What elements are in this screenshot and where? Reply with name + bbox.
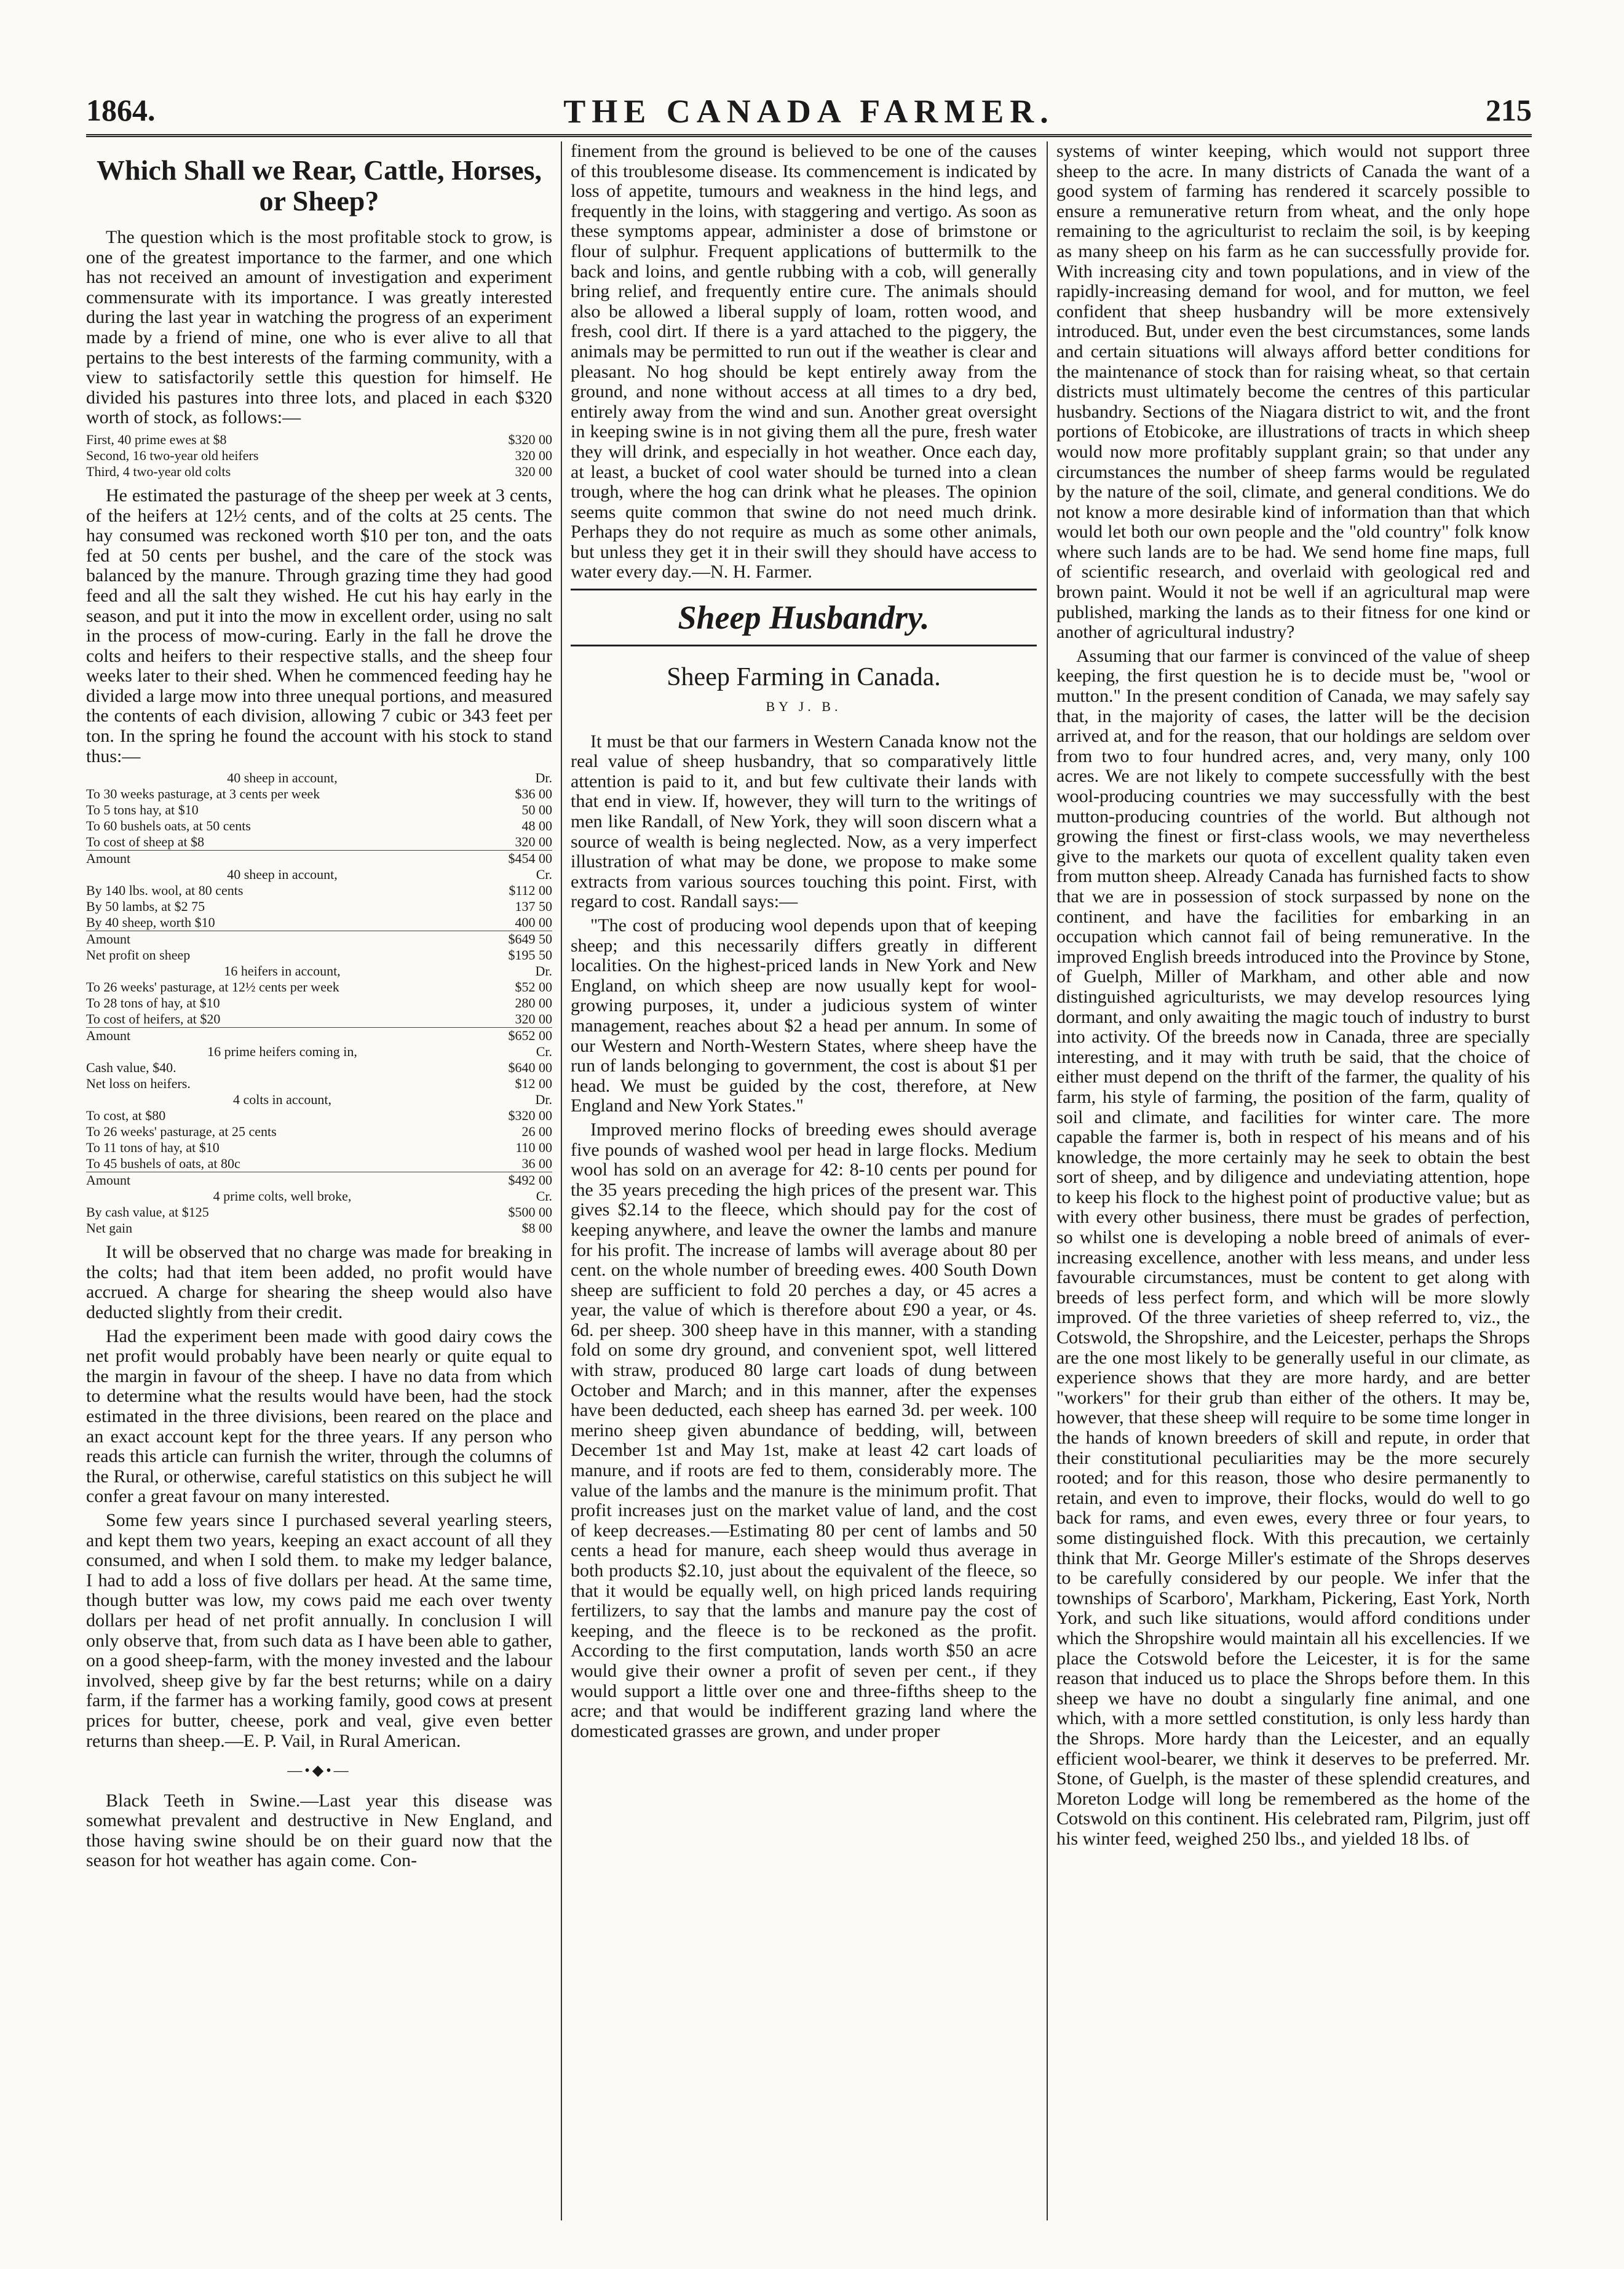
- column-rule: [561, 141, 562, 2220]
- table-row: [86, 995, 552, 1011]
- table-row: [86, 931, 552, 948]
- table-row: [86, 1060, 552, 1076]
- masthead-rule: [86, 134, 1532, 137]
- masthead: [86, 92, 1532, 129]
- table-row: [86, 1044, 552, 1060]
- table-cell: Net gain: [86, 1220, 133, 1236]
- paragraph: It must be that our farmers in Western Canada know not the real value of sheep husbandry, that so comparatively little attention is paid to it, and but few cultivate their lands with that end in view. If, however, they will turn to the writings of men like Randall, of New York, they will soon discern what a source of wealth is being neglected. Now, as a very imperfect illustration of what may be done, we propose to make some extracts from various sources touching this point. First, with regard to cost. Randall says:—: [571, 731, 1037, 912]
- article-heading: Sheep Farming in Canada.: [667, 663, 941, 692]
- table-cell: 280 00: [515, 995, 552, 1011]
- account-title: 16 prime heifers coming in,: [207, 1044, 357, 1060]
- table-cell: 320 00: [515, 447, 552, 463]
- table-cell: $12 00: [515, 1076, 552, 1092]
- table-row: [86, 883, 552, 899]
- table-cell: Amount: [86, 1028, 478, 1044]
- table-cell: To 30 weeks pasturage, at 3 cents per week: [86, 786, 320, 802]
- account-title: 40 sheep in account,: [227, 867, 338, 883]
- table-cell: $640 00: [508, 1060, 552, 1076]
- table-row: [86, 867, 552, 883]
- table-cell: Second, 16 two-year old heifers: [86, 447, 259, 463]
- table-cell: $492 00: [478, 1172, 552, 1189]
- account-title: 4 prime colts, well broke,: [213, 1188, 352, 1204]
- table-cell: $52 00: [515, 979, 552, 995]
- paragraph: He estimated the pasturage of the sheep per week at 3 cents, of the heifers at 12½ cents, and of the colts at 25 cents. The hay consumed was reckoned worth $10 per ton, and the oats fed at 50 cents per bushel, and the care of the stock was balanced by the manure. Through grazing time they had good feed and all the salt they wished. He cut his hay early in the season, and put it into the mow in excellent order, using no salt in the process of mow-curing. Early in the fall he drove the colts and heifers to their respective stalls, and the sheep four weeks later to their shed. When he commenced feeding hay he divided a large mow into three unequal portions, and measured the contents of each division, allowing 7 cubic or 343 feet per ton. In the spring he found the account with his stock to stand thus:—: [86, 485, 552, 766]
- account-side: Cr.: [536, 1188, 552, 1204]
- paragraph: Black Teeth in Swine.—Last year this disease was somewhat prevalent and destructive in New England, and those having swine should be on their guard now that the season for hot weather has again come. Con-: [86, 1790, 552, 1871]
- table-cell: To 26 weeks' pasturage, at 25 cents: [86, 1124, 277, 1140]
- table-cell: To 45 bushels of oats, at 80c: [86, 1156, 240, 1172]
- stock-table: [86, 432, 552, 480]
- table-cell: 50 00: [521, 802, 552, 818]
- table-row: [86, 464, 552, 480]
- table-cell: To 28 tons of hay, at $10: [86, 995, 220, 1011]
- table-cell: Amount: [86, 1172, 478, 1189]
- account-title: 16 heifers in account,: [224, 963, 341, 979]
- account-table: [86, 770, 552, 1236]
- table-cell: 26 00: [521, 1124, 552, 1140]
- table-cell: 137 50: [515, 899, 552, 915]
- paragraph: Improved merino flocks of breeding ewes should average five pounds of washed wool per head in large flocks. Medium wool has sold on an average for 42: 8-10 cents per pound for the 35 years preceding the high prices of the present war. This gives $2.14 to the fleece, which should pay for the cost of keeping anywhere, and leave the owner the lambs and manure for his profit. The increase of lambs will average about 80 per cent. on the whole number of breeding ewes. 400 South Down sheep are sufficient to fold 20 perches a day, or 45 acres a year, the value of which is therefore about £90 a year, or 4s. 6d. per sheep. 300 sheep have in this manner, with a standing fold on some dry ground, and convenient spot, well littered with straw, produced 80 large cart loads of dung between October and March; and in this manner, after the expenses have been deducted, each sheep has earned 3d. per week. 100 merino sheep given abundance of bedding, will, between December 1st and May 1st, make at least 42 cart loads of manure, and if roots are fed to them, considerably more. The value of the lambs and the manure is the minimum profit. That profit increases just on the market value of land, and the cost of keep decreases.—Estimating 80 per cent of lambs and 50 cents a head for manure, each sheep would thus average in both products $2.10, just about the equivalent of the fleece, so that it would be equally well, on high priced lands requiring fertilizers, to say that the lambs and manure pay the cost of keeping, and the fleece is to be reckoned as the profit. According to the first computation, lands worth $50 an acre would give their owner a profit of seven per cent., if they would support a little over one and three-fifths sheep to the acre; and that would be indifferent grazing land where the domesticated grasses are grown, and under proper: [571, 1119, 1037, 1741]
- table-row: [86, 448, 552, 464]
- table-cell: To 60 bushels oats, at 50 cents: [86, 818, 251, 834]
- account-side: Cr.: [536, 1044, 552, 1060]
- table-row: [86, 1140, 552, 1156]
- table-cell: $195 50: [508, 947, 552, 963]
- table-cell: Net profit on sheep: [86, 947, 191, 963]
- table-cell: $500 00: [508, 1204, 552, 1220]
- table-cell: Cash value, $40.: [86, 1060, 176, 1076]
- table-row: [86, 947, 552, 963]
- table-cell: By 50 lambs, at $2 75: [86, 899, 205, 915]
- table-cell: To 26 weeks' pasturage, at 12½ cents per week: [86, 979, 339, 995]
- table-row: [86, 1076, 552, 1092]
- table-cell: Amount: [86, 851, 478, 867]
- table-row: [86, 1092, 552, 1108]
- paragraph: "The cost of producing wool depends upon that of keeping sheep; and this necessarily differs greatly in different localities. On the highest-priced lands in New York and New England, on which sheep are now usually kept for wool-growing purposes, it, under a judicious system of winter management, reaches about $2 a head per annum. In some of our Western and North-Western States, where sheep have the run of lands belonging to government, the cost is about $1 per head. We must be guided by the cost, therefore, at New England and New York States.": [571, 915, 1037, 1116]
- table-row: [86, 1172, 552, 1189]
- table-row: [86, 851, 552, 867]
- table-cell: $8 00: [521, 1220, 552, 1236]
- table-cell: Amount: [86, 931, 478, 948]
- table-row: [86, 1028, 552, 1044]
- table-cell: $320 00: [508, 1108, 552, 1124]
- table-cell: Third, 4 two-year old colts: [86, 463, 231, 479]
- table-row: [86, 1108, 552, 1124]
- table-cell: To 5 tons hay, at $10: [86, 802, 199, 818]
- table-cell: Net loss on heifers.: [86, 1076, 191, 1092]
- table-row: [86, 786, 552, 802]
- table-row: [86, 963, 552, 979]
- account-side: Dr.: [535, 963, 552, 979]
- table-cell: First, 40 prime ewes at $8: [86, 431, 227, 447]
- paragraph: Assuming that our farmer is convinced of the value of sheep keeping, the first question he is to decide must be, "wool or mutton." In the present condition of Canada, we may safely say that, in the majority of cases, the latter will be the decision arrived at, and for the reason, that our holdings are seldom over from two to four hundred acres, and, very many, only 100 acres. We are not likely to compete successfully with the best wool-producing countries we may successfully with the best mutton-producing countries of the world. But although not growing the finest or first-class wools, we may nevertheless give to the markets our quota of excellent quality taken even from mutton sheep. Already Canada has furnished facts to show that we are in possession of stock surpassed by none on the continent, and have the facilities for embarking in an occupation which cannot fail of being remunerative. In the improved English breeds introduced into the Province by Stone, of Guelph, Miller of Markham, and other able and now distinguished agriculturists, we may develop resources lying dormant, and only awaiting the magic touch of industry to burst into activity. Of the breeds now in Canada, three are specially interesting, and it may with truth be said, that the choice of either must depend on the thrift of the farmer, the quality of his farm, his style of farming, the position of the farm, quality of soil and climate, and facilities for winter care. The more capable the farmer is, both in respect of his means and of his knowledge, the more certainly may he seek to obtain the best sort of sheep, and by diligence and undeviating attention, hope to keep his flock to the highest point of productive value; but as with every other business, there must be grades of perfection, so whilst one is developing a noble breed of animals of ever-increasing excellence, another with less means, and under less favourable circumstances, must be content to get along with breeds of less perfect form, and which will be more slowly improved. Of the three varieties of sheep referred to, viz., the Cotswold, the Shropshire, and the Leicester, perhaps the Shrops are the one most likely to be generally useful in our climate, as experience shows that they are more hardy, and are better "workers" for their grub than either of the others. It may be, however, that these sheep will require to be some time longer in the hands of known breeders of skill and repute, in order that their constitutional peculiarities may be the more securely rooted; and for this reason, those who desire permanently to retain, and even to improve, their flocks, would do well to go back for rams, and even ewes, every three or four years, to some distinguished flock. With this precaution, we certainly think that Mr. George Miller's estimate of the Shrops deserves to be carefully considered by our people. We infer that the townships of Scarboro', Markham, Pickering, East York, North York, and such like situations, would afford conditions under which the Shropshire would maintain all his excellencies. If we place the Cotswold before the Leicester, it is for the same reason that induced us to place the Shrops before them. In this sheep we have no doubt a singularly fine animal, and one which, with a more settled constitution, is only less hardy than the Shrops. More hardy than the Leicester, and an equally efficient wool-bearer, we think it deserves to be preferred. Mr. Stone, of Guelph, is the master of these splendid creatures, and Moreton Lodge will long be remembered as the home of the Cotswold on this continent. His celebrated ram, Pilgrim, just off his winter feed, weighed 250 lbs., and yielded 18 lbs. of: [1056, 645, 1530, 1849]
- table-cell: 110 00: [515, 1140, 552, 1156]
- paragraph: Some few years since I purchased several yearling steers, and kept them two years, keeping an exact account of all they consumed, and when I sold them. to make my ledger balance, I had to add a loss of five dollars per head. At the same time, though butter was low, my cows paid me each over twenty dollars per head of net profit annually. In conclusion I will only observe that, from such data as I have been able to gather, on a good sheep-farm, with the money invested and the labour involved, sheep give by far the best returns; while on a dairy farm, if the farmer has a working family, good cows at present prices for butter, cheese, pork and veal, give even better returns than sheep.—E. P. Vail, in Rural American.: [86, 1509, 552, 1751]
- table-cell: To cost of sheep at $8: [86, 834, 205, 850]
- table-cell: To cost, at $80: [86, 1108, 166, 1124]
- byline: BY J. B.: [766, 699, 842, 715]
- table-cell: $320 00: [508, 431, 552, 447]
- table-cell: By cash value, at $125: [86, 1204, 209, 1220]
- table-row: [86, 834, 552, 851]
- column-2: [571, 141, 1037, 2220]
- table-row: [86, 1124, 552, 1140]
- ornament-divider: —•◆•—: [287, 1763, 351, 1779]
- column-rule: [1047, 141, 1048, 2220]
- table-row: [86, 432, 552, 448]
- paragraph: It will be observed that no charge was made for breaking in the colts; had that item been added, no profit would have accrued. A charge for shearing the sheep would also have deducted slightly from their credit.: [86, 1242, 552, 1323]
- table-cell: $454 00: [478, 851, 552, 867]
- table-row: [86, 1156, 552, 1172]
- paragraph: systems of winter keeping, which would not support three sheep to the acre. In many districts of Canada the want of a good system of farming has rendered it scarcely possible to ensure a remunerative return from wheat, and the only hope remaining to the agriculturist to reclaim the soil, is by keeping as many sheep on his farm as he can successfully provide for. With increasing city and town populations, and in view of the rapidly-increasing demand for wool, and for mutton, we feel confident that sheep husbandry will be more extensively introduced. But, under even the best circumstances, some lands and certain situations will always afford better conditions for the maintenance of stock than for raising wheat, so that certain districts must ultimately become the centres of this particular husbandry. Sections of the Niagara district to wit, and the front portions of Etobicoke, are illustrations of tracts in which sheep would now more profitably supplant grain; so that under any circumstances the number of sheep farms would be regulated by the nature of the soil, climate, and general conditions. We do not know a more desirable kind of information than that which would let both our own people and the "old country" folk know where such lands are to be had. We send home fine maps, full of scientific research, and overlaid with geological red and brown paint. Would it not be well if an agricultural map were published, marking the lands as to their fitness for one kind or another of agricultural industry?: [1056, 141, 1530, 643]
- table-row: [86, 1220, 552, 1236]
- table-cell: 48 00: [521, 818, 552, 834]
- account-title: 4 colts in account,: [232, 1092, 332, 1108]
- paragraph: finement from the ground is believed to be one of the causes of this troublesome disease. Its commencement is indicated by loss of appetite, tumours and weakness in the hind legs, and frequently in the loins, with staggering and vertigo. As soon as these symptoms appear, administer a dose of brimstone or flour of sulphur. Frequent applications of buttermilk to the back and loins, and gentle rubbing with a cob, will generally bring relief, and frequently entire cure. The animals should also be allowed a liberal supply of loam, rotten wood, and fresh, cool dirt. If there is a yard attached to the piggery, the animals may be permitted to run out if the weather is clear and pleasant. No hog should be kept entirely away from the ground, and none without access at all times to a dry bed, entirely away from the wind and sun. Another great oversight in keeping swine is in not giving them all the pure, fresh water they will drink, and especially in hot weather. Once each day, at least, a bucket of cool water should be turned into a clean trough, where the hog can drink what he pleases. The opinion seems quite common that swine do not need much drink. Perhaps they do not require as much as some other animals, but unless they get it in their swill they should have access to water every day.—N. H. Farmer.: [571, 141, 1037, 582]
- column-1: [86, 141, 552, 2220]
- table-cell: To cost of heifers, at $20: [86, 1011, 221, 1027]
- account-side: Cr.: [536, 867, 552, 883]
- table-row: [86, 1011, 552, 1028]
- paragraph: The question which is the most profitable stock to grow, is one of the greatest importance to the farmer, and one which has not received an amount of investigation and experiment commensurate with its importance. I was greatly interested during the last year in watching the progress of an experiment made by a friend of mine, one who is ever alive to all that pertains to the best interests of the farming community, with a view to satisfactorily settle this question for himself. He divided his pastures into three lots, and placed in each $320 worth of stock, as follows:—: [86, 227, 552, 428]
- page-number: 215: [1486, 93, 1532, 127]
- table-cell: $36 00: [515, 786, 552, 802]
- column-3: [1056, 141, 1530, 2220]
- table-row: [86, 1188, 552, 1204]
- table-cell: 320 00: [515, 463, 552, 479]
- account-side: Dr.: [535, 1092, 552, 1108]
- section-heading: Sheep Husbandry.: [571, 589, 1037, 646]
- table-cell: $652 00: [478, 1028, 552, 1044]
- paragraph: Had the experiment been made with good dairy cows the net profit would probably have been nearly or quite equal to the margin in favour of the sheep. I have no data from which to determine what the results would have been, had the stock estimated in the three divisions, been reared on the place and an exact account kept for the three years. If any person who reads this article can furnish the writer, through the columns of the Rural, or otherwise, careful statistics on this subject he will confer a great favour on many interested.: [86, 1325, 552, 1507]
- table-row: [86, 915, 552, 931]
- table-row: [86, 802, 552, 818]
- table-row: [86, 818, 552, 834]
- table-cell: By 40 sheep, worth $10: [86, 915, 215, 931]
- table-row: [86, 979, 552, 995]
- table-cell: By 140 lbs. wool, at 80 cents: [86, 883, 244, 899]
- table-cell: $112 00: [509, 883, 552, 899]
- account-title: 40 sheep in account,: [227, 770, 338, 786]
- article-heading: Which Shall we Rear, Cattle, Horses, or Sheep?: [96, 154, 542, 217]
- table-cell: To 11 tons of hay, at $10: [86, 1140, 220, 1156]
- table-row: [86, 1204, 552, 1220]
- newspaper-title: THE CANADA FARMER.: [563, 93, 1055, 130]
- table-row: [86, 770, 552, 786]
- account-side: Dr.: [535, 770, 552, 786]
- table-row: [86, 899, 552, 915]
- table-cell: 320 00: [515, 1011, 552, 1027]
- issue-year: 1864.: [86, 93, 156, 127]
- table-cell: 400 00: [515, 915, 552, 931]
- table-cell: 36 00: [521, 1156, 552, 1172]
- table-cell: $649 50: [478, 931, 552, 948]
- table-cell: 320 00: [515, 834, 552, 850]
